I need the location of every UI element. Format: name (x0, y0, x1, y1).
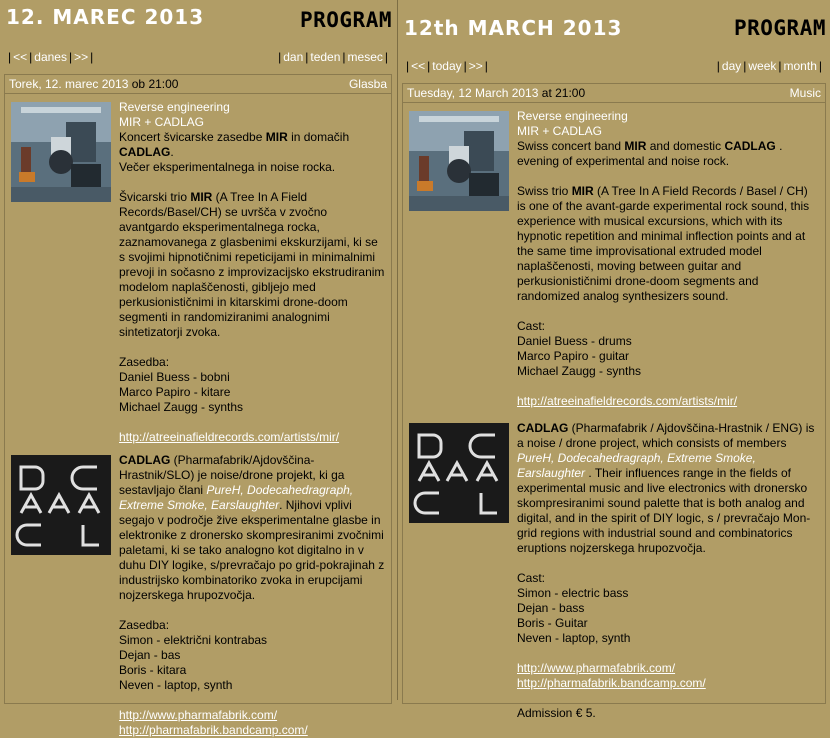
event-time-prefix: at (541, 86, 552, 100)
cadlag-desc-1: (Pharmafabrik/Ajdovščina-Hrastnik/SLO) je noise/drone projekt, ki ga sestavljajo člani (119, 453, 345, 497)
intro-mir: MIR (624, 139, 647, 153)
lineup-item: Neven - laptop, synth (119, 678, 233, 692)
mir-photo[interactable] (11, 102, 111, 202)
desc-rest: (A Tree In A Field Records / Basel / CH) is one of the avant-garde experimental rock sound, this experience with musical excursions, which with its hypnotic repetition and minimal inflection points and at the same time improvisational extruded model naplaščenosti, moving between guitar and perkusionističnimi drone-doom segments and randomized analog synthesizers sound. (517, 184, 810, 303)
date-nav: | << | today | >> | (406, 59, 488, 73)
program-slovenian (0, 0, 396, 737)
date-title: 12. MAREC 2013 (6, 5, 205, 29)
event-category[interactable]: Glasba (348, 77, 387, 91)
desc-prefix: Švicarski trio (119, 190, 191, 204)
mir-photo[interactable] (409, 111, 509, 211)
mir-link[interactable]: http://atreeinafieldrecords.com/artists/mir/ (119, 430, 340, 444)
cadlag-name: CADLAG (517, 421, 569, 435)
intro-text-2: and domestic (646, 139, 725, 153)
week-view-link[interactable]: week (748, 59, 777, 73)
pharmafabrik-link[interactable]: http://www.pharmafabrik.com/ (517, 661, 676, 675)
week-view-link[interactable]: teden (310, 50, 341, 64)
event-intro (119, 130, 385, 160)
lineup-label: Zasedba: (119, 355, 170, 369)
date-nav: | << | danes | >> | (8, 50, 94, 64)
cadlag-text (517, 421, 825, 721)
event-subtitle: MIR + CADLAG (517, 124, 603, 138)
event-title: Reverse engineering (517, 109, 628, 123)
event-date: Tuesday, 12 March 2013 (407, 86, 539, 100)
mir-description (517, 184, 819, 304)
cadlag-members: PureH, Dodecahedragraph, Extreme Smoke, Earslaughter (517, 451, 756, 480)
bandcamp-link[interactable]: http://pharmafabrik.bandcamp.com/ (517, 676, 706, 690)
cadlag-entry (5, 453, 391, 738)
intro-text: Koncert švicarske zasedbe (119, 130, 266, 144)
intro-mir: MIR (265, 130, 288, 144)
lineup-item: Marco Papiro - kitare (119, 385, 231, 399)
lineup-label: Cast: (517, 319, 546, 333)
desc-rest: (A Tree In A Field Records/Basel/CH) se uvršča v zvočno avantgardo eksperimentalnega rocka, zaznamovanega z glasbenimi ekskurzijami, ki se s svojimi hipnotičnimi repeticijami in minimalnimi prevoji in sočasno z improvizacijsko ekstrudiranim modelom naplaščenosti, gibljejo med perkusionističnimi in kitarskimi drone-doom segmenti in randomiziranimi analognimi sintetizatorji zvoka. (119, 190, 385, 339)
desc-prefix: Swiss trio (517, 184, 572, 198)
intro-cadlag: CADLAG (119, 145, 171, 159)
cadlag-logo[interactable] (11, 455, 111, 555)
today-link[interactable]: danes (34, 50, 67, 64)
lineup-item: Boris - Guitar (517, 616, 588, 630)
lineup-item: Neven - laptop, synth (517, 631, 631, 645)
view-nav: | day | week | month | (716, 59, 822, 73)
event-box (402, 83, 826, 720)
mir-entry (5, 100, 391, 445)
intro-text: Swiss concert band (517, 139, 625, 153)
lineup-item: Michael Zaugg - synths (119, 400, 244, 414)
event-time: 21:00 (555, 86, 586, 100)
cadlag-lineup-label: Cast: (517, 571, 546, 585)
cadlag-desc-1: (Pharmafabrik / Ajdovščina-Hrastnik / ENG) is a noise / drone project, which consists of members (517, 421, 815, 450)
desc-mir: MIR (571, 184, 594, 198)
program-title: PROGRAM (299, 8, 392, 32)
event-box (4, 74, 392, 737)
cadlag-desc-2: . Their influences range in the fields of experimental music and live electronics with dronersko skompresiranimi sound palette that is both analog and digital, and in the spirit of DIY logic, s / prevračajo Mon-grid regions with industrial sound and combinatorics eruptions nojzerskega hrupozvočja. (517, 466, 811, 555)
desc-mir: MIR (190, 190, 213, 204)
cadlag-description (517, 421, 819, 556)
admission-text: Admission € 5. (517, 706, 596, 720)
lineup-item: Simon - električni kontrabas (119, 633, 268, 647)
bandcamp-link[interactable]: http://pharmafabrik.bandcamp.com/ (119, 723, 308, 737)
mir-description (119, 190, 385, 340)
header (398, 0, 830, 44)
event-time-prefix: ob (131, 77, 146, 91)
lineup-item: Michael Zaugg - synths (517, 364, 642, 378)
lineup-item: Daniel Buess - bobni (119, 370, 230, 384)
event-intro (517, 139, 819, 154)
program-english (397, 0, 830, 720)
intro-cadlag: CADLAG (724, 139, 776, 153)
intro-text-2: in domačih (287, 130, 350, 144)
cadlag-members: PureH, Dodecahedragraph, Extreme Smoke, Earslaughter (119, 483, 354, 512)
date-title: 12th MARCH 2013 (404, 16, 623, 40)
cadlag-description (119, 453, 385, 603)
event-subtitle: MIR + CADLAG (119, 115, 205, 129)
today-link[interactable]: today (432, 59, 462, 73)
mir-entry (403, 109, 825, 409)
lineup-item: Dejan - bas (119, 648, 181, 662)
cadlag-name: CADLAG (119, 453, 171, 467)
pharmafabrik-link[interactable]: http://www.pharmafabrik.com/ (119, 708, 278, 722)
program-title: PROGRAM (733, 16, 826, 40)
mir-link[interactable]: http://atreeinafieldrecords.com/artists/mir/ (517, 394, 738, 408)
intro-text-3: . (775, 139, 783, 153)
lineup-item: Daniel Buess - drums (517, 334, 632, 348)
next-link[interactable]: >> (468, 59, 483, 73)
lineup-item: Marco Papiro - guitar (517, 349, 630, 363)
month-view-link[interactable]: mesec (347, 50, 383, 64)
event-category[interactable]: Music (789, 86, 821, 100)
lineup-item: Boris - kitara (119, 663, 187, 677)
day-view-link[interactable]: dan (283, 50, 304, 64)
event-date: Torek, 12. marec 2013 (9, 77, 129, 91)
event-time: 21:00 (148, 77, 179, 91)
mir-text (119, 100, 391, 445)
event-intro-line2: Večer eksperimentalnega in noise rocka. (119, 160, 336, 174)
prev-link[interactable]: << (411, 59, 426, 73)
cadlag-lineup-label: Zasedba: (119, 618, 170, 632)
cadlag-logo[interactable] (409, 423, 509, 523)
event-header-bar (5, 75, 391, 94)
mir-text (517, 109, 825, 409)
prev-link[interactable]: << (13, 50, 28, 64)
view-nav: | dan | teden | mesec | (278, 50, 388, 64)
header (0, 0, 396, 44)
cadlag-desc-2: . Njihovi vplivi segajo v področje žive eksperimentalne glasbe in elektronike z dronersko skompresiranimi zvočnimi paletami, ki se tako analogno kot digitalno in v duhu DIY logike, s/prevračajo po grid-pokrajinah z industrijsko kombinatoriko zvoka in erupcijami nojzerskega hrupozvočja. (119, 498, 385, 602)
lineup-item: Dejan - bass (517, 601, 585, 615)
cadlag-entry (403, 421, 825, 721)
lineup-item: Simon - electric bass (517, 586, 629, 600)
event-title: Reverse engineering (119, 100, 230, 114)
month-view-link[interactable]: month (783, 59, 817, 73)
next-link[interactable]: >> (74, 50, 89, 64)
intro-text-3: . (170, 145, 174, 159)
cadlag-text (119, 453, 391, 738)
day-view-link[interactable]: day (721, 59, 742, 73)
event-header-bar (403, 84, 825, 103)
event-intro-line2: evening of experimental and noise rock. (517, 154, 730, 168)
